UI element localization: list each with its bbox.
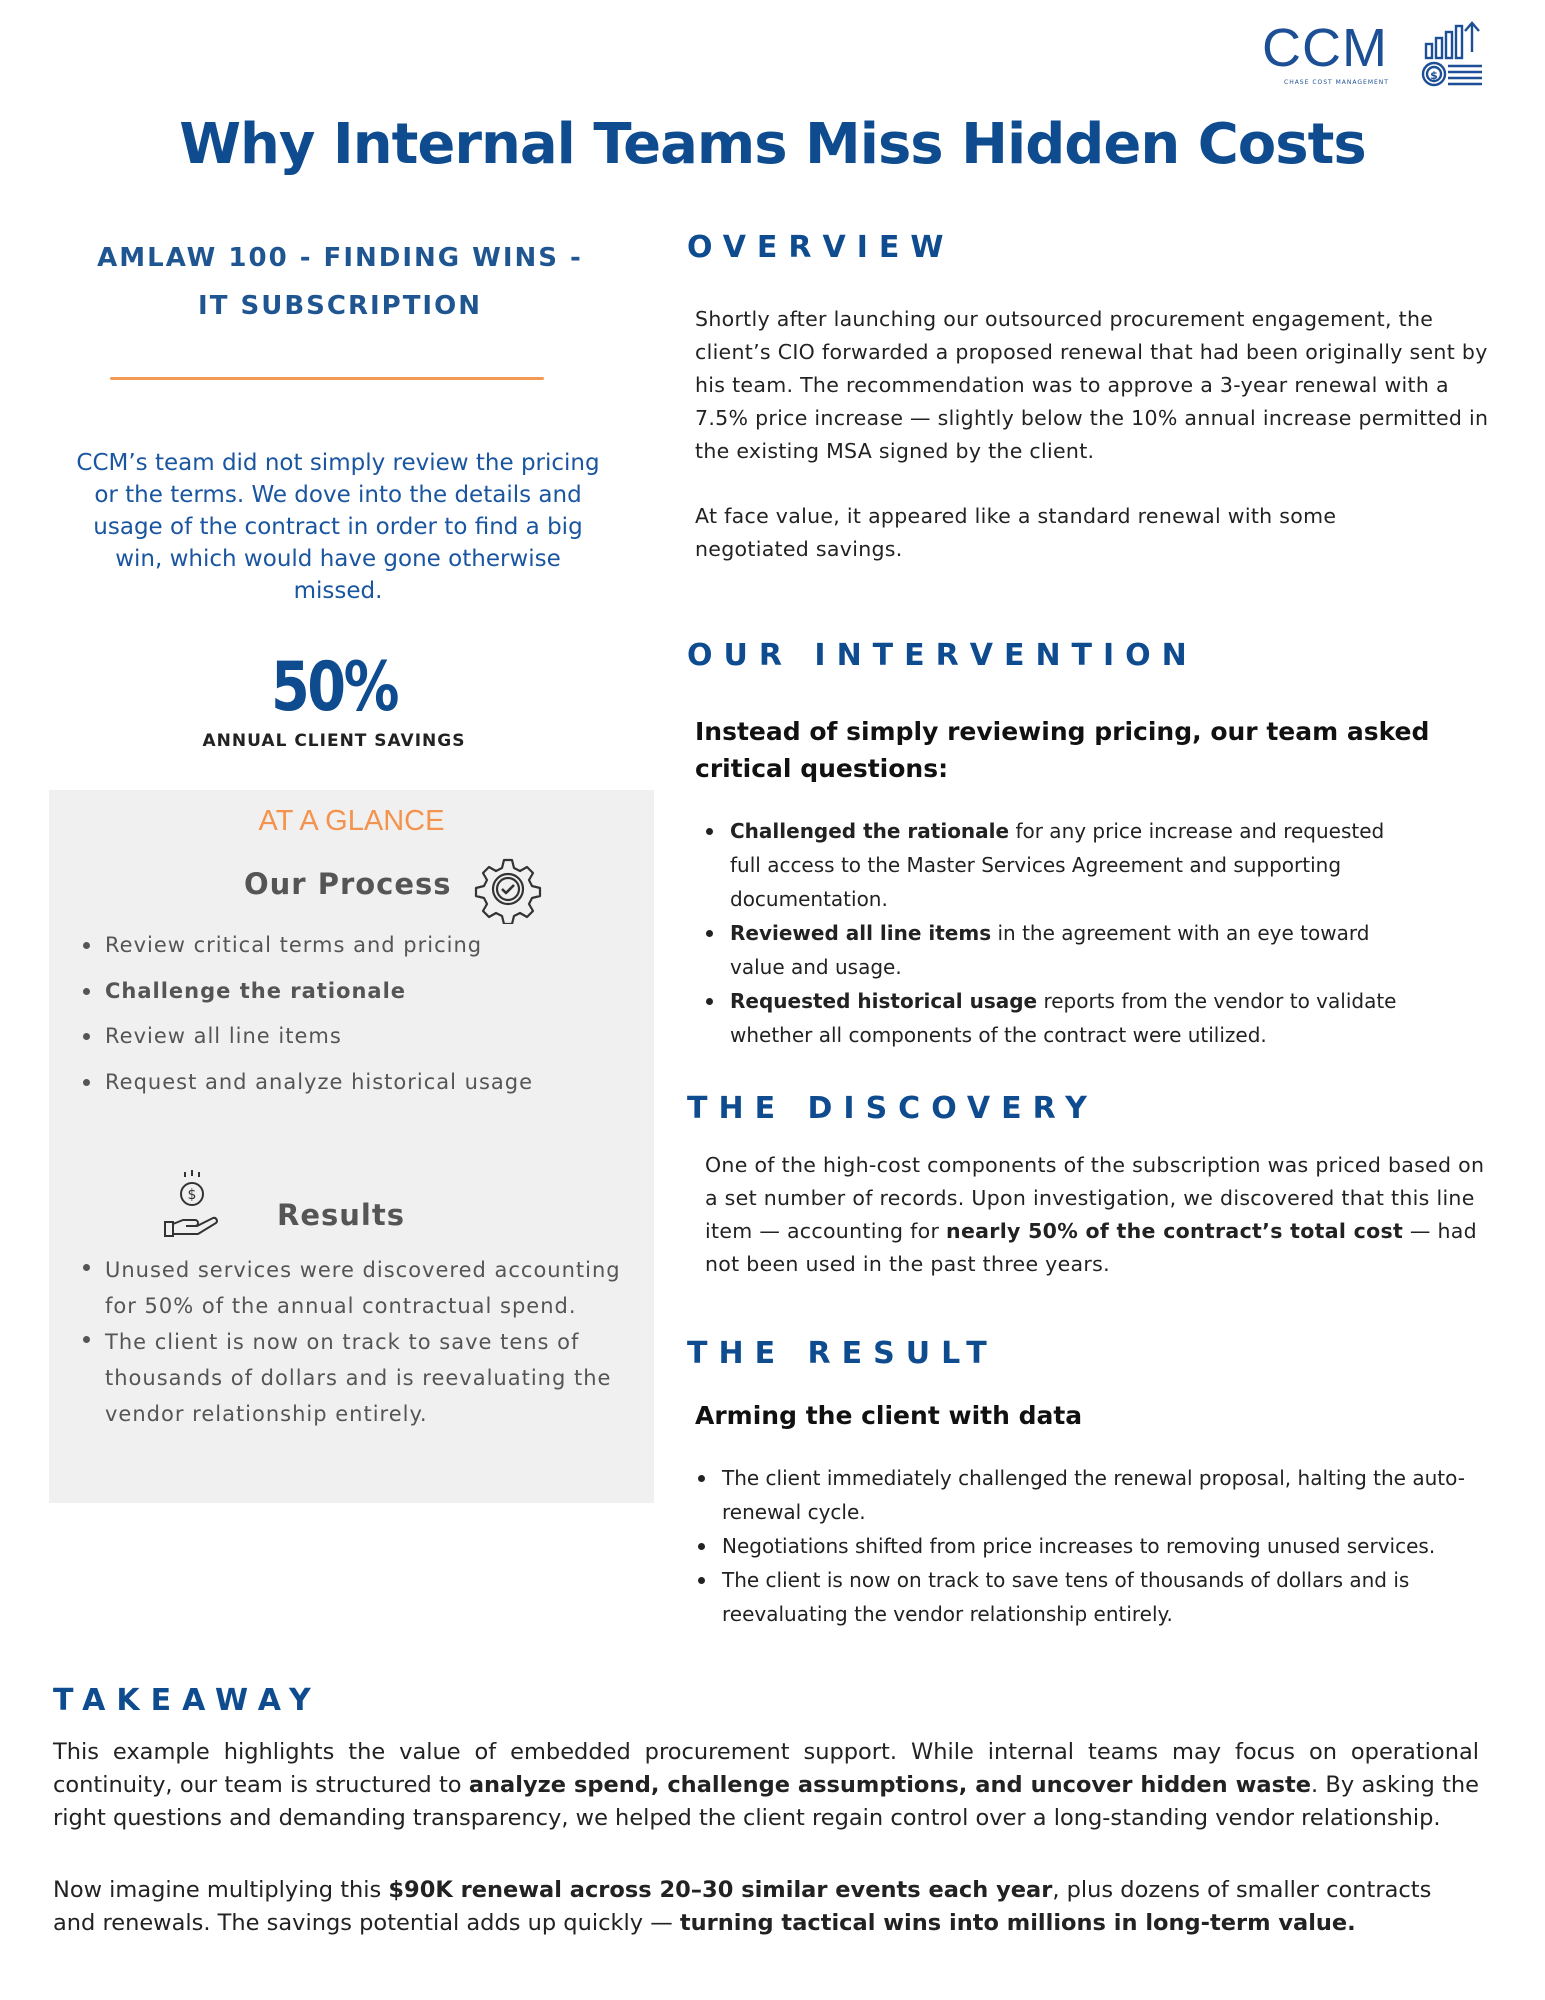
result-item: The client is now on track to save tens of thousands of dollars and is reevaluating the vendor relationship entirely.: [105, 1324, 625, 1432]
chart-growth-dollar-icon: [1412, 20, 1492, 90]
takeaway2-text: Now imagine multiplying this: [53, 1877, 389, 1903]
intervention-item: [730, 916, 1420, 984]
takeaway2-bold: $90K renewal across 20–30 similar events each year: [388, 1877, 1053, 1903]
logo-subtitle: CHASE COST MANAGEMENT: [1284, 79, 1389, 86]
intervention-list: [730, 814, 1420, 1052]
process-item: Request and analyze historical usage: [105, 1067, 645, 1113]
intervention-heading: OUR INTERVENTION: [687, 638, 1198, 673]
case-heading: [60, 234, 620, 330]
overview-heading: OVERVIEW: [687, 230, 955, 265]
takeaway-paragraph: [53, 1736, 1479, 1835]
takeaway-heading: TAKEAWAY: [53, 1683, 322, 1718]
intro-paragraph: CCM’s team did not simply review the pricing or the terms. We dove into the details and usage of the contract in order to find a big win, which would have gone otherwise missed.: [76, 450, 600, 604]
intervention-item-text: reports from the vendor to validate whether all components of the contract were utilized.: [730, 989, 1397, 1047]
result-subheading: Arming the client with data: [695, 1401, 1083, 1430]
takeaway-paragraph-2: [53, 1874, 1479, 1940]
process-item: Challenge the rationale: [105, 976, 645, 1022]
intervention-item: [730, 984, 1420, 1052]
result-bullet: Negotiations shifted from price increases to removing unused services.: [722, 1529, 1482, 1563]
savings-stat: 50%: [270, 648, 398, 727]
discovery-paragraph: [705, 1149, 1485, 1281]
intervention-item-bold: Challenged the rationale: [730, 819, 1010, 843]
results-title: Results: [277, 1198, 405, 1232]
takeaway2-mid: , plus dozens of smaller contracts and renewals. The savings potential adds up quickly —: [53, 1877, 1432, 1936]
hand-money-icon: [161, 1168, 223, 1238]
takeaway-text-bold: analyze spend, challenge assumptions, and uncover hidden waste: [468, 1772, 1311, 1798]
savings-stat-label: ANNUAL CLIENT SAVINGS: [202, 731, 466, 751]
ccm-logo: [1262, 20, 1502, 90]
intervention-item: [730, 814, 1420, 916]
discovery-text-end: — had not been used in the past three years.: [705, 1219, 1477, 1276]
discovery-text-bold: nearly 50% of the contract’s total cost: [946, 1219, 1404, 1243]
results-list: [105, 1252, 625, 1432]
discovery-heading: THE DISCOVERY: [687, 1091, 1098, 1126]
result-list: [722, 1461, 1482, 1631]
result-heading: THE RESULT: [687, 1336, 998, 1371]
intervention-item-text: for any price increase and requested full access to the Master Services Agreement and supporting documentation.: [730, 819, 1385, 911]
process-item: Review all line items: [105, 1021, 645, 1067]
logo-text: CCM: [1262, 18, 1388, 78]
svg-text:$: $: [187, 1187, 197, 1203]
result-bullet: The client is now on track to save tens of thousands of dollars and is reevaluating the vendor relationship entirely.: [722, 1563, 1482, 1631]
intervention-item-text: in the agreement with an eye toward value and usage.: [730, 921, 1370, 979]
process-title: Our Process: [244, 867, 452, 901]
case-heading-line2: IT SUBSCRIPTION: [198, 291, 482, 321]
overview-paragraph: Shortly after launching our outsourced procurement engagement, the client’s CIO forwarded a proposed renewal that had been originally sent by his team. The recommendation was to approve a 3-year renewal with a 7.5% price increase — slightly below the 10% annual increase permitted in the existing MSA signed by the client.: [695, 307, 1489, 463]
result-item: Unused services were discovered accounting for 50% of the annual contractual spend.: [105, 1252, 625, 1324]
takeaway-text: This example highlights the value of embedded procurement support. While internal teams may focus on operational continuity, our team is structured to: [53, 1739, 1479, 1798]
discovery-text: One of the high-cost components of the subscription was priced based on a set number of records. Upon investigation, we discovered that this line item — accounting for: [705, 1153, 1485, 1243]
intervention-item-bold: Requested historical usage: [730, 989, 1038, 1013]
intervention-subheading: Instead of simply reviewing pricing, our team asked critical questions:: [695, 717, 1430, 783]
takeaway2-bold-end: turning tactical wins into millions in long-term value.: [679, 1910, 1356, 1936]
at-a-glance-panel: [49, 790, 654, 1503]
overview-paragraph-2: At face value, it appeared like a standard renewal with some negotiated savings.: [695, 504, 1337, 561]
page-title: Why Internal Teams Miss Hidden Costs: [179, 112, 1366, 177]
svg-text:$: $: [1430, 69, 1438, 82]
case-heading-line1: AMLAW 100 - FINDING WINS -: [97, 243, 583, 273]
gear-check-icon: [473, 854, 543, 924]
process-item: Review critical terms and pricing: [105, 930, 645, 976]
at-a-glance-title: AT A GLANCE: [258, 805, 445, 837]
intervention-item-bold: Reviewed all line items: [730, 921, 992, 945]
takeaway-text-end: . By asking the right questions and demanding transparency, we helped the client regain control over a long-standing vendor relationship.: [53, 1772, 1480, 1831]
process-list: [105, 930, 645, 1112]
result-bullet: The client immediately challenged the renewal proposal, halting the auto-renewal cycle.: [722, 1461, 1482, 1529]
divider: [110, 377, 544, 380]
